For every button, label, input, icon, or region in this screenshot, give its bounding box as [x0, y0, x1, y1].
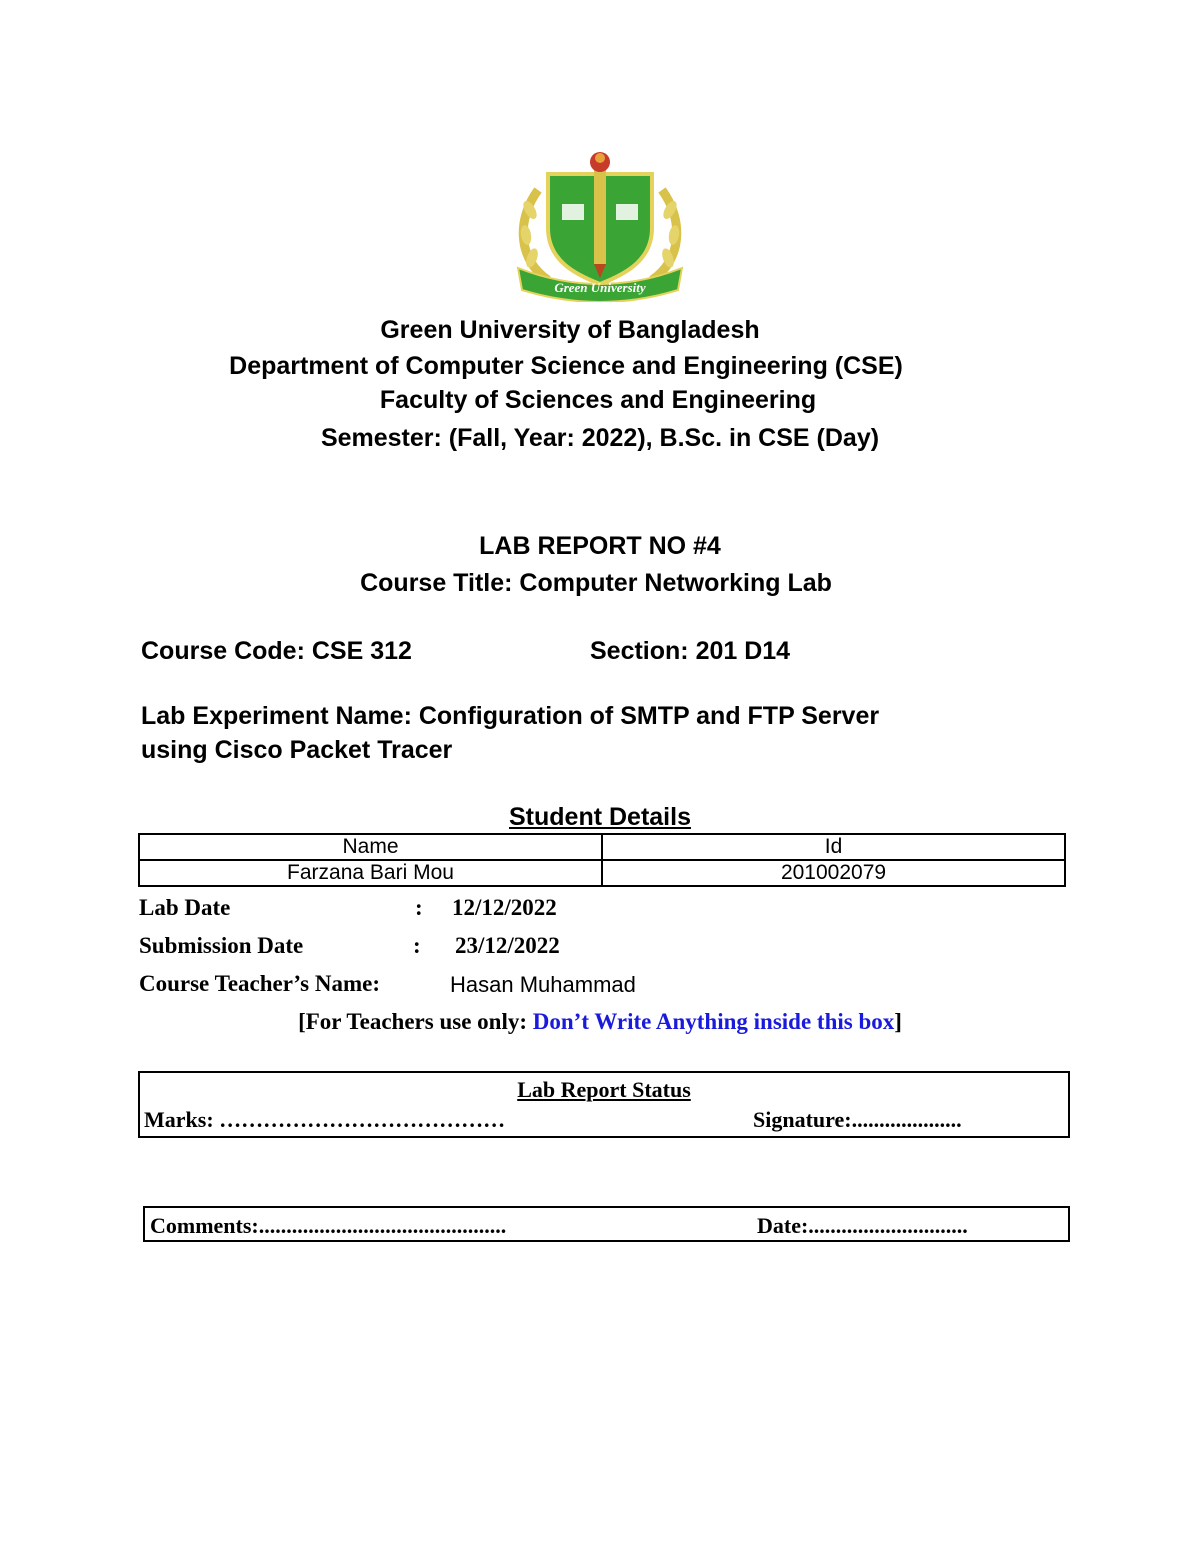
teacher-note-open: [For Teachers use only: [298, 1009, 533, 1034]
lab-report-status-box [138, 1071, 1070, 1138]
teacher-name-value: Hasan Muhammad [450, 972, 636, 997]
report-title: LAB REPORT NO #4 [479, 532, 721, 560]
teacher-note-close: ] [894, 1009, 902, 1034]
column-header-id: Id [602, 834, 1065, 860]
comments-date-field: Date:............................. [757, 1213, 968, 1238]
teacher-use-note [0, 1009, 1200, 1035]
course-code: Course Code: CSE 312 [141, 637, 412, 665]
table-header-row [139, 834, 1065, 860]
marks-field: Marks: ………………………………… [144, 1107, 506, 1132]
lab-date-value: 12/12/2022 [452, 895, 557, 920]
submission-date-value: 23/12/2022 [455, 933, 560, 958]
teacher-note-highlight: Don’t Write Anything inside this box [532, 1009, 895, 1034]
experiment-name-line1: Lab Experiment Name: Configuration of SMTP and FTP Server [141, 702, 880, 730]
student-details-table [138, 833, 1066, 887]
university-logo [508, 150, 692, 302]
semester-line: Semester: (Fall, Year: 2022), B.Sc. in CSE (Day) [320, 424, 880, 452]
signature-field: Signature:.................... [753, 1107, 962, 1132]
lab-date-label: Lab Date [139, 895, 231, 920]
column-header-name: Name [139, 834, 602, 860]
svg-text:Green University: Green University [554, 280, 646, 295]
department-name: Department of Computer Science and Engineering (CSE) [229, 352, 903, 380]
university-name: Green University of Bangladesh [380, 316, 760, 344]
student-name-cell: Farzana Bari Mou [139, 860, 602, 886]
lab-date-colon: : [415, 895, 423, 920]
section: Section: 201 D14 [590, 637, 791, 665]
faculty-name: Faculty of Sciences and Engineering [379, 386, 817, 414]
university-crest-icon [508, 150, 692, 302]
student-details-heading: Student Details [509, 803, 691, 831]
comments-field: Comments:............................................. [150, 1213, 507, 1238]
submission-date-label: Submission Date [139, 933, 304, 958]
status-box-title: Lab Report Status [517, 1077, 691, 1102]
comments-box [143, 1206, 1070, 1242]
submission-date-colon: : [413, 933, 421, 958]
experiment-name-line2: using Cisco Packet Tracer [141, 736, 453, 764]
student-id-cell: 201002079 [602, 860, 1065, 886]
table-row [139, 860, 1065, 886]
course-title: Course Title: Computer Networking Lab [360, 569, 832, 597]
teacher-name-label: Course Teacher’s Name: [139, 971, 381, 996]
